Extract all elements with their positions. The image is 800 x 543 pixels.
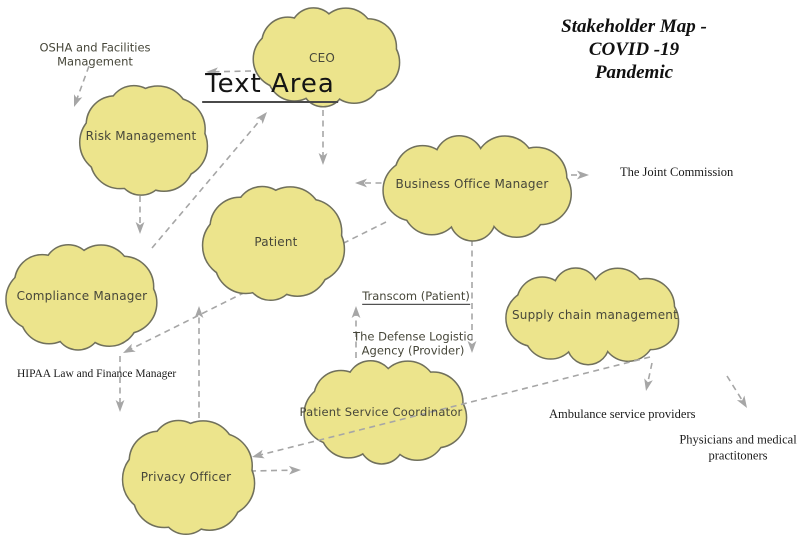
arrowhead (123, 344, 136, 353)
arrowhead (256, 112, 267, 124)
map-title-line3: Pandemic (594, 61, 674, 83)
arrow-supply-to-physicians (727, 376, 747, 408)
arrowhead (577, 171, 589, 180)
arrowhead (195, 306, 204, 318)
arrowhead (136, 222, 145, 234)
arrowhead (737, 395, 747, 408)
label-osha-line2: Management (57, 55, 133, 69)
label-defense-logistic-agency (353, 330, 473, 359)
arrow-risk-to-compliance (136, 196, 145, 234)
label-defense-line2: Agency (Provider) (361, 344, 465, 358)
arrow-privacy-to-coordinator (250, 466, 301, 475)
label-transcom-patient: Transcom (Patient) (362, 289, 470, 305)
arrow-ceo-to-patient (319, 110, 328, 165)
label-osha-facilities (39, 41, 150, 70)
label-ambulance-providers: Ambulance service providers (549, 407, 696, 422)
label-osha-line1: OSHA and Facilities (39, 40, 151, 55)
arrow-supply-to-ambulance (644, 363, 653, 391)
node-label-compliance-manager: Compliance Manager (16, 289, 148, 303)
arrowhead (644, 378, 653, 391)
node-label-business-office-manager: Business Office Manager (395, 177, 549, 191)
label-text-area: Text Area (202, 69, 338, 103)
label-physicians-practitioners (679, 432, 796, 463)
node-label-privacy-officer: Privacy Officer (140, 470, 232, 484)
arrow-osha-to-risk (74, 66, 89, 107)
map-title (561, 16, 707, 84)
arrow-hipaa-to-privacy (116, 356, 125, 412)
arrowhead (352, 306, 361, 318)
arrow-bom-to-joint-commission (571, 171, 589, 180)
label-defense-line1: The Defense Logistic (353, 329, 473, 344)
map-title-line1: Stakeholder Map - (561, 15, 707, 37)
node-label-risk-management: Risk Management (85, 129, 197, 143)
cloud-layer (7, 9, 678, 534)
node-label-supply-chain-management: Supply chain management (511, 308, 679, 322)
node-label-patient-service-coordinator: Patient Service Coordinator (299, 405, 463, 419)
label-hipaa-law-finance: HIPAA Law and Finance Manager (17, 368, 177, 380)
label-joint-commission: The Joint Commission (620, 165, 734, 180)
label-physicians-line1: Physicians and medical (679, 432, 797, 447)
label-physicians-line2: practitoners (708, 448, 768, 462)
arrow-privacy-to-patient (195, 306, 204, 418)
arrowhead (289, 466, 301, 475)
node-label-patient: Patient (254, 235, 298, 249)
map-title-line2: COVID -19 (588, 38, 680, 60)
node-label-ceo: CEO (308, 51, 336, 65)
